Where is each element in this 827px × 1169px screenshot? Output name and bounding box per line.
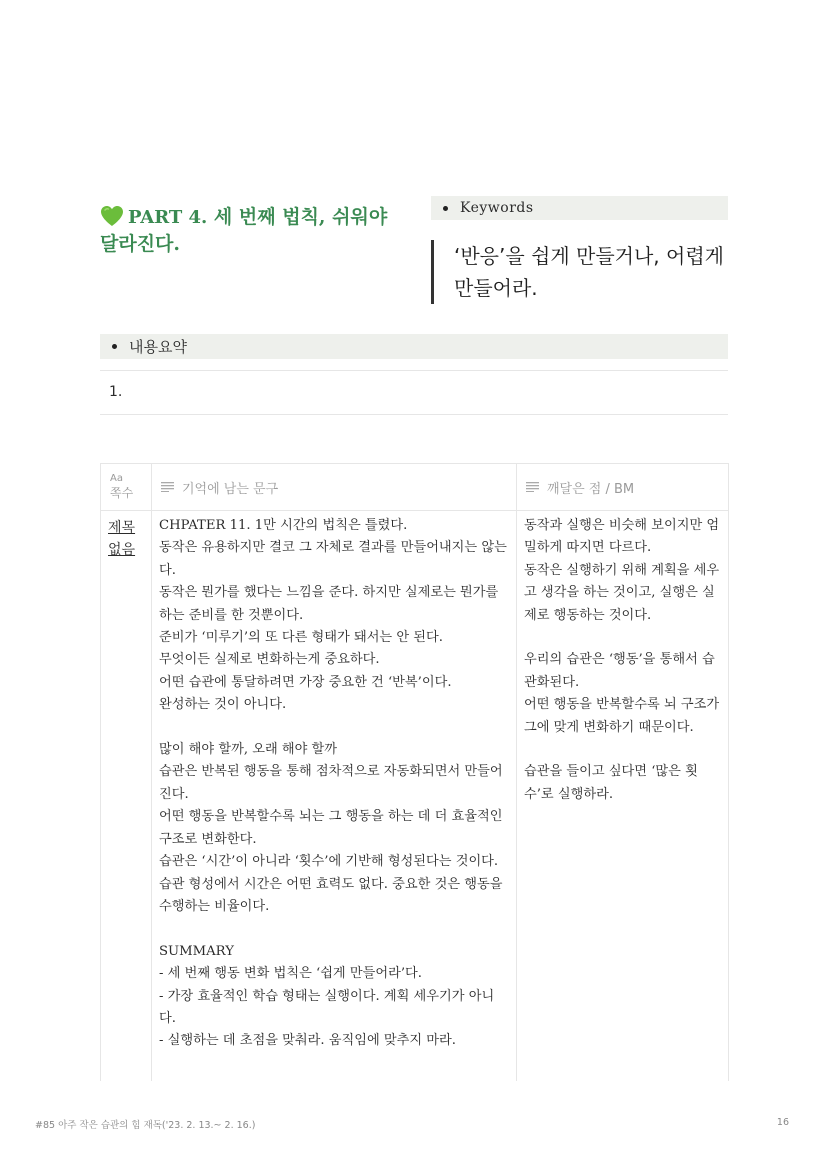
database-table: [100, 463, 729, 1081]
column-header-page[interactable]: [101, 464, 152, 511]
text-property-icon: [526, 482, 539, 492]
memorable-cell[interactable]: CHPATER 11. 1만 시간의 법칙은 틀렸다. 동작은 유용하지만 결코 그 자체로 결과를 만들어내지는 않는다. 동작은 뭔가를 했다는 느낌을 준다. 하지만 실제로는 뭔가를 하는 준비를 한 것뿐이다. 준비가 ‘미루기’의 또 다른 형태가 돼서는 안 된다. 무엇이든 실제로 변화하는게 중요하다. 어떤 습관에 통달하려면 가장 중요한 건 ‘반복’이다. 완성하는 것이 아니다. 많이 해야 할까, 오래 해야 할까 습관은 반복된 행동을 통해 점차적으로 자동화되면서 만들어진다. 어떤 행동을 반복할수록 뇌는 그 행동을 하는 데 더 효율적인 구조로 변화한다. 습관은 ‘시간’이 아니라 ‘횟수’에 기반해 형성된다는 것이다. 습관 형성에서 시간은 어떤 효력도 없다. 중요한 것은 행동을 수행하는 비율이다. SUMMARY - 세 번째 행동 변화 법칙은 ‘쉽게 만들어라’다. - 가장 효율적인 학습 형태는 실행이다. 계획 세우기가 아니다. - 실행하는 데 초점을 맞춰라. 움직임에 맞추지 마라.: [152, 511, 517, 1082]
numbered-item[interactable]: 1.: [109, 384, 123, 400]
column-header-page-label: 쪽수: [110, 486, 134, 500]
title-property-icon: Aa: [110, 473, 123, 484]
part-label: PART 4.: [128, 207, 208, 228]
footer-page-number: 16: [776, 1117, 789, 1128]
bullet-icon: [443, 206, 448, 211]
keywords-toggle[interactable]: [431, 196, 728, 220]
summary-toggle[interactable]: [100, 334, 728, 359]
footer-doc-title: #85 아주 작은 습관의 힘 재독('23. 2. 13.~ 2. 16.): [35, 1120, 256, 1131]
bullet-icon: [112, 344, 117, 349]
divider: [100, 414, 728, 415]
divider: [100, 370, 728, 371]
column-header-insight-label: 깨달은 점 / BM: [547, 481, 635, 497]
column-header-memorable-label: 기억에 남는 문구: [182, 481, 279, 497]
column-header-memorable[interactable]: [152, 464, 517, 511]
page-link[interactable]: 제목 없음: [108, 520, 136, 558]
keywords-label: Keywords: [460, 200, 534, 216]
column-header-insight[interactable]: [517, 464, 729, 511]
title-text: 세 번째 법칙, 쉬워야 달라진다.: [100, 206, 388, 255]
summary-label: 내용요약: [129, 338, 187, 356]
page-cell[interactable]: [101, 511, 152, 1082]
table-row: [101, 511, 729, 1082]
insight-cell[interactable]: 동작과 실행은 비슷해 보이지만 엄밀하게 따지면 다르다. 동작은 실행하기 위해 계획을 세우고 생각을 하는 것이고, 실행은 실제로 행동하는 것이다. 우리의 습관은 ‘행동’을 통해서 습관화된다. 어떤 행동을 반복할수록 뇌 구조가 그에 맞게 변화하기 때문이다. 습관을 들이고 싶다면 ‘많은 횟수’로 실행하라.: [517, 511, 729, 1082]
text-property-icon: [161, 482, 174, 492]
page-title: [100, 204, 410, 258]
keywords-quote: ‘반응’을 쉽게 만들거나, 어렵게 만들어라.: [431, 240, 739, 304]
green-heart-icon: [100, 205, 124, 227]
